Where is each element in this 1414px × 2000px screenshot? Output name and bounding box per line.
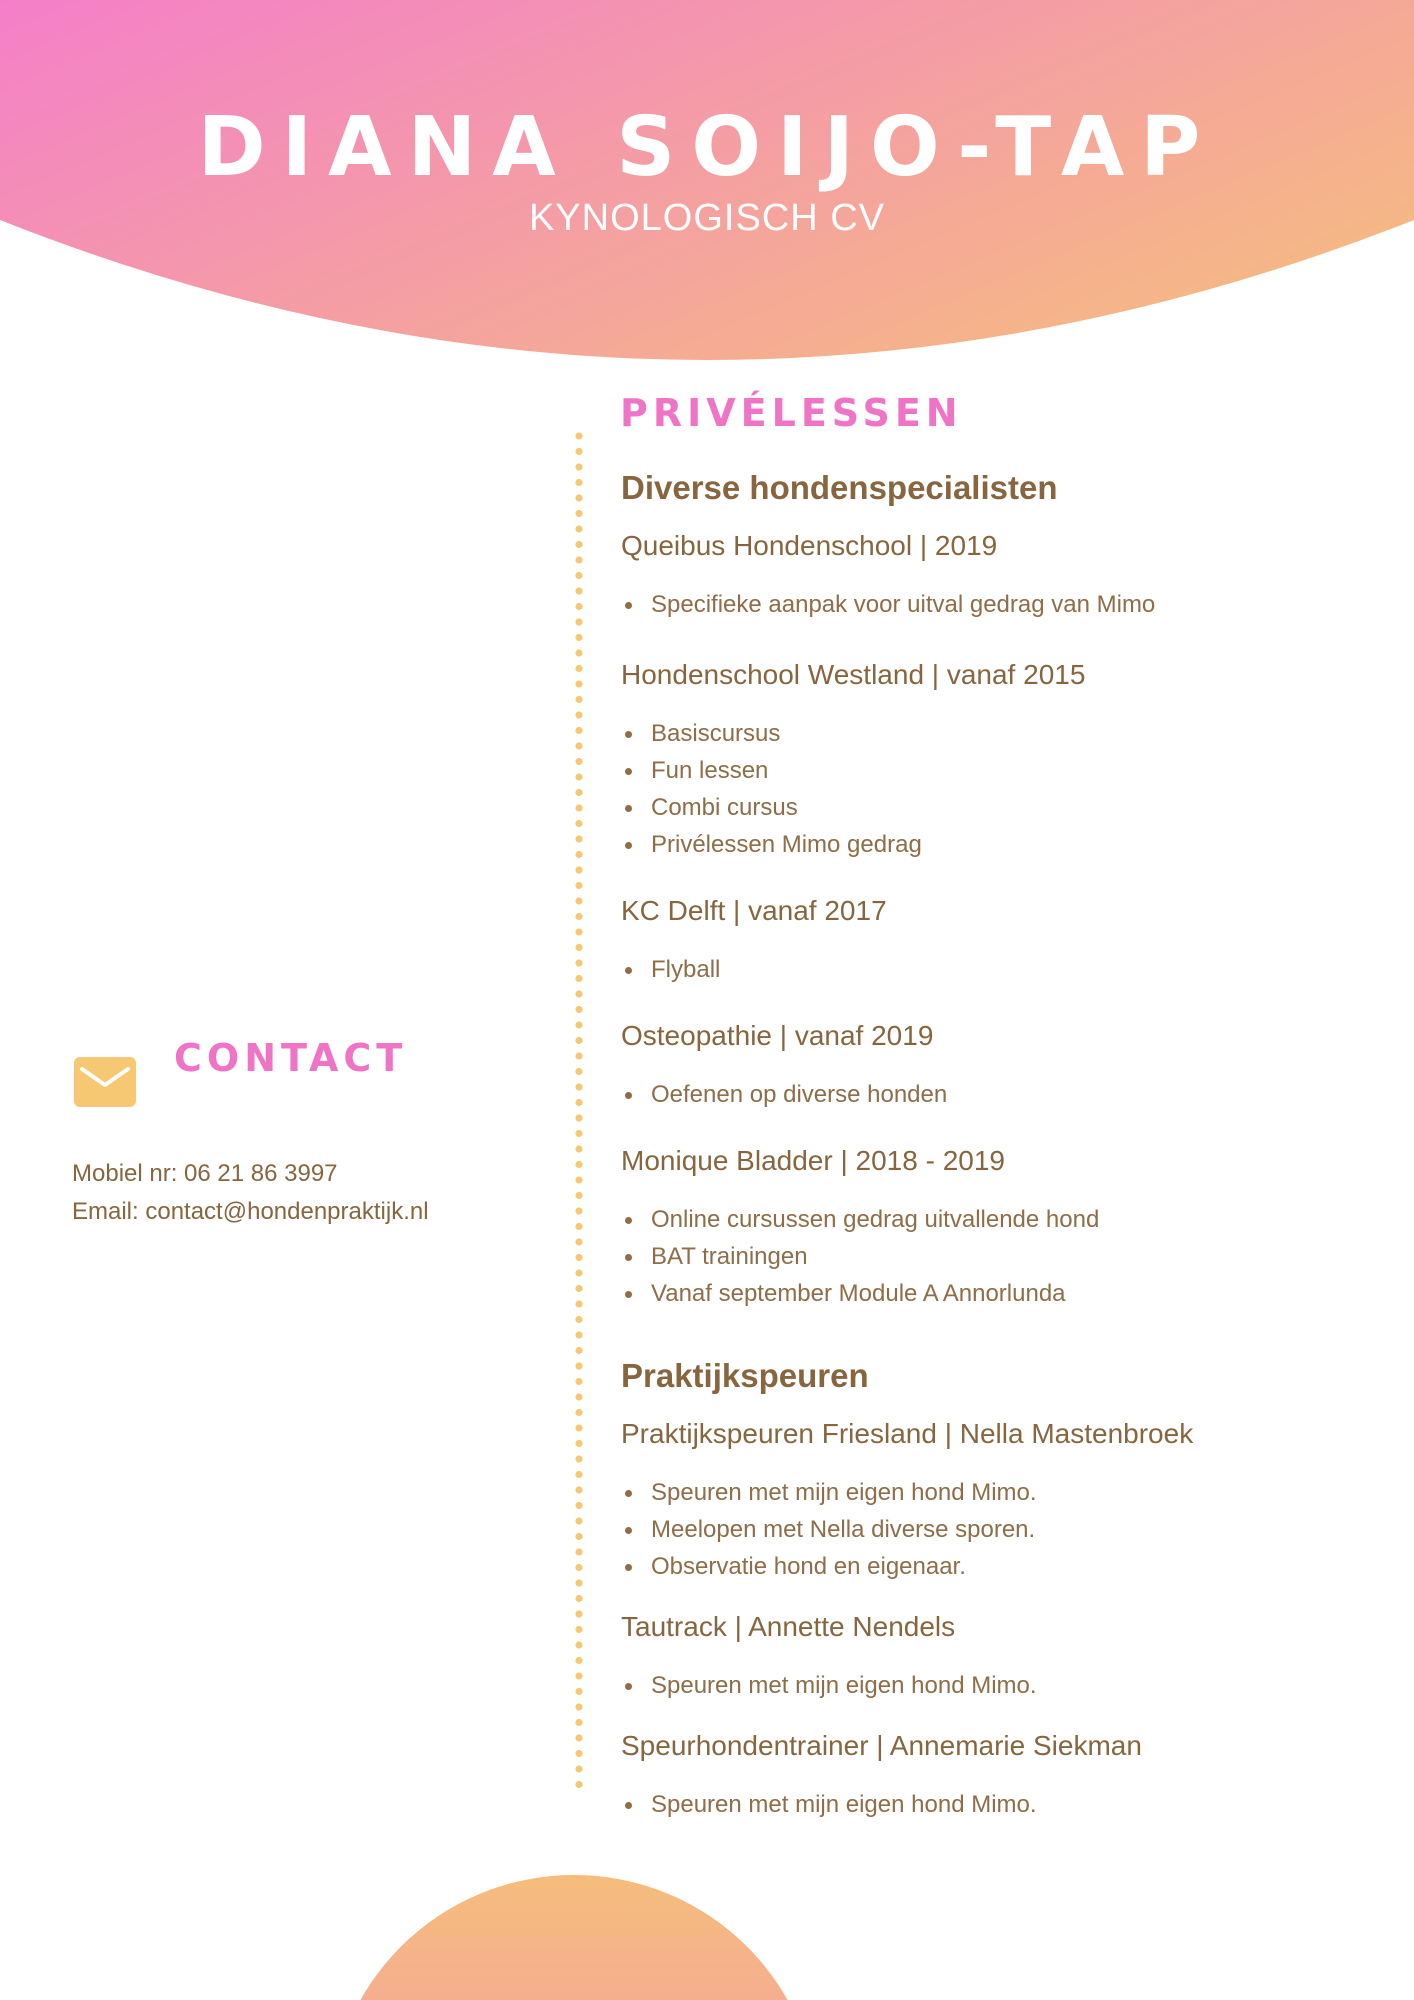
entry: [621, 528, 1381, 623]
entry: [621, 893, 1381, 988]
list-item: Observatie hond en eigenaar.: [621, 1548, 1381, 1585]
entry-title: Praktijkspeuren Friesland | Nella Mastenbroek: [621, 1418, 1194, 1449]
entry-title: Tautrack | Annette Nendels: [621, 1611, 956, 1642]
group-title: Praktijkspeuren: [621, 1357, 869, 1394]
list-item: Speuren met mijn eigen hond Mimo.: [621, 1786, 1381, 1823]
entry: [621, 1018, 1381, 1113]
entry-title: Hondenschool Westland | vanaf 2015: [621, 659, 1086, 690]
cv-subtitle: KYNOLOGISCH CV: [528, 197, 886, 239]
entry-title: Speurhondentrainer | Annemarie Siekman: [621, 1730, 1142, 1761]
entry-title: Monique Bladder | 2018 - 2019: [621, 1145, 1005, 1176]
list-item: Fun lessen: [621, 752, 1381, 789]
contact-email[interactable]: Email: contact@hondenpraktijk.nl: [72, 1198, 429, 1225]
list-item: Speuren met mijn eigen hond Mimo.: [621, 1667, 1381, 1704]
main-heading: PRIVÉLESSEN: [620, 391, 963, 435]
group-praktijkspeuren: [621, 1356, 1381, 1823]
entry: [621, 1416, 1381, 1585]
contact-heading: CONTACT: [174, 1036, 408, 1080]
list-item: Meelopen met Nella diverse sporen.: [621, 1511, 1381, 1548]
entry-title: KC Delft | vanaf 2017: [621, 895, 887, 926]
main-content: [621, 468, 1381, 1823]
entry: [621, 1143, 1381, 1312]
contact-mobile: Mobiel nr: 06 21 86 3997: [72, 1160, 338, 1187]
entry: [621, 657, 1381, 863]
list-item: Oefenen op diverse honden: [621, 1076, 1381, 1113]
entry-title: Queibus Hondenschool | 2019: [621, 530, 998, 561]
list-item: Flyball: [621, 951, 1381, 988]
bottom-semicircle: [329, 1875, 819, 2000]
dotted-divider: [573, 432, 585, 1792]
group-diverse: [621, 468, 1381, 1312]
list-item: Online cursussen gedrag uitvallende hond: [621, 1201, 1381, 1238]
list-item: Vanaf september Module A Annorlunda: [621, 1275, 1381, 1312]
list-item: Basiscursus: [621, 715, 1381, 752]
entry: [621, 1609, 1381, 1704]
list-item: Speuren met mijn eigen hond Mimo.: [621, 1474, 1381, 1511]
list-item: Privélessen Mimo gedrag: [621, 826, 1381, 863]
envelope-icon: [74, 1057, 136, 1107]
entry-title: Osteopathie | vanaf 2019: [621, 1020, 934, 1051]
group-title: Diverse hondenspecialisten: [621, 469, 1058, 506]
entry: [621, 1728, 1381, 1823]
list-item: Specifieke aanpak voor uitval gedrag van Mimo: [621, 586, 1381, 623]
list-item: Combi cursus: [621, 789, 1381, 826]
candidate-name: DIANA SOIJO-TAP: [197, 100, 1217, 195]
list-item: BAT trainingen: [621, 1238, 1381, 1275]
